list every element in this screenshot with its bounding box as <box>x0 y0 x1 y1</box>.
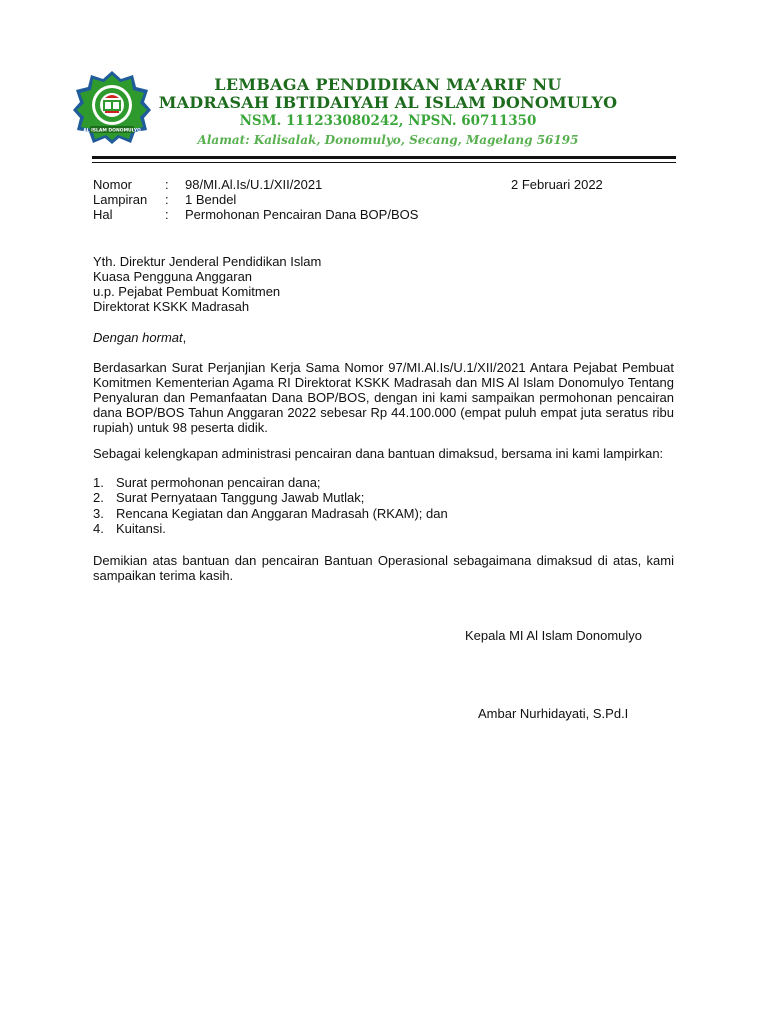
lampiran-value: 1 Bendel <box>185 192 237 207</box>
signature-name: Ambar Nurhidayati, S.Pd.I <box>478 706 629 721</box>
body-paragraph-2: Sebagai kelengkapan administrasi pencairan dana bantuan dimaksud, bersama ini kami lampirkan: <box>93 446 664 461</box>
attachment-number: 3. <box>93 506 104 521</box>
hal-value: Permohonan Pencairan Dana BOP/BOS <box>185 207 419 222</box>
hal-label: Hal <box>93 207 113 222</box>
recipient-line: u.p. Pejabat Pembuat Komitmen <box>93 284 281 299</box>
attachment-number: 2. <box>93 490 104 505</box>
attachment-item: Kuitansi. <box>116 521 166 536</box>
greeting-punct: , <box>182 330 187 345</box>
attachment-item: Rencana Kegiatan dan Anggaran Madrasah (RKAM); dan <box>116 506 448 521</box>
greeting-text: Dengan hormat <box>93 330 183 345</box>
attachment-number: 4. <box>93 521 104 536</box>
letter-date: 2 Februari 2022 <box>511 177 603 192</box>
school-name: MADRASAH IBTIDAIYAH AL ISLAM DONOMULYO <box>158 93 618 112</box>
school-logo <box>72 70 152 144</box>
nomor-colon: : <box>165 177 169 192</box>
letterhead <box>150 76 626 148</box>
closing-paragraph: Demikian atas bantuan dan pencairan Bantuan Operasional sebagaimana dimaksud di atas, kami sampaikan terima kasih. <box>93 553 674 583</box>
letterhead-divider <box>92 156 676 159</box>
recipient-line: Yth. Direktur Jenderal Pendidikan Islam <box>93 254 322 269</box>
recipient-line: Direktorat KSKK Madrasah <box>93 299 250 314</box>
attachment-item: Surat Pernyataan Tanggung Jawab Mutlak; <box>116 490 365 505</box>
letterhead-divider-thin <box>92 162 676 163</box>
school-address: Alamat: Kalisalak, Donomulyo, Secang, Magelang 56195 <box>197 133 579 147</box>
school-ids: NSM. 111233080242, NPSN. 60711350 <box>239 113 537 129</box>
body-paragraph-1: Berdasarkan Surat Perjanjian Kerja Sama Nomor 97/MI.Al.Is/U.1/XII/2021 Antara Pejabat Pembuat Komitmen Kementerian Agama RI Direktorat KSKK Madrasah dan MIS Al Islam Donomulyo Tentang Penyaluran dan Pemanfaatan Dana BOP/BOS, dengan ini kami sampaikan permohonan pencairan dana BOP/BOS Tahun Anggaran 2022 sebesar Rp 44.100.000 (empat puluh empat juta seratus ribu rupiah) untuk 98 peserta didik. <box>93 360 674 435</box>
logo-text: AL ISLAM DONOMULYO <box>83 128 141 134</box>
institution-name: LEMBAGA PENDIDIKAN MA’ARIF NU <box>214 75 562 94</box>
attachment-item: Surat permohonan pencairan dana; <box>116 475 321 490</box>
signature-title: Kepala MI Al Islam Donomulyo <box>465 628 643 643</box>
greeting <box>93 330 186 345</box>
lampiran-colon: : <box>165 192 169 207</box>
hal-colon: : <box>165 207 169 222</box>
nomor-value: 98/MI.Al.Is/U.1/XII/2021 <box>185 177 323 192</box>
nomor-label: Nomor <box>93 177 133 192</box>
attachment-number: 1. <box>93 475 104 490</box>
lampiran-label: Lampiran <box>93 192 148 207</box>
recipient-line: Kuasa Pengguna Anggaran <box>93 269 253 284</box>
